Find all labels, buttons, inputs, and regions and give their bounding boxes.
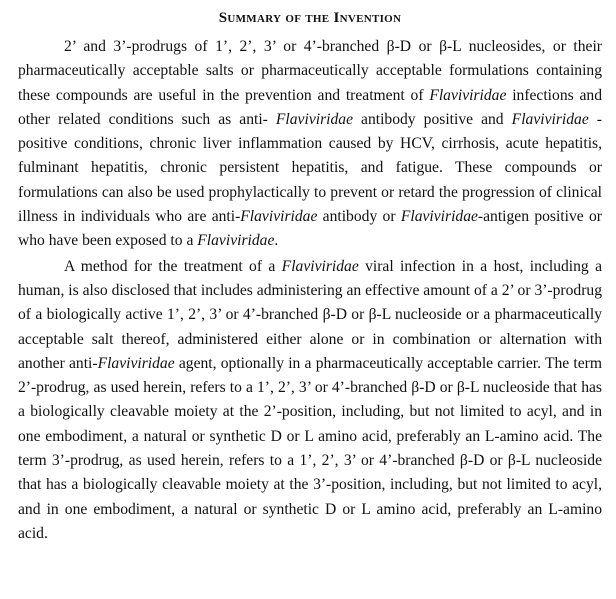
text-run: antibody positive and [352,110,512,128]
text-run: agent, optionally in a pharmaceutically acceptable carrier. The term 2’-prodrug, as used herein, refers to a 1’, 2’, 3’ or 4’-branched β-D or β-L nucleoside that has a biologically cleavable moiety at the 2’-position, including, but not limited to acyl, and in one embodiment, a natural or synthetic D or L amino acid, preferably an L-amino acid. The term 3’-prodrug, as used herein, refers to a 1’, 2’, 3’ or 4’-branched β-D or β-L nucleoside that has a biologically cleavable moiety at the 3’-position, including, but not limited to acyl, and in one embodiment, a natural or synthetic D or L amino acid, preferably an L-amino acid. [18,354,602,542]
text-run: -positive conditions, chronic liver inflammation caused by HCV, cirrhosis, acute hepatitis, fulminant hepatitis, chronic persistent hepatitis, and fatigue. These compounds or formulations can also be used prophylactically to prevent or retard the progression of clinical illness in individuals who are anti- [18,110,602,226]
text-run: . [274,232,279,250]
text-run: A method for the treatment of a [64,257,282,275]
text-run: infections and other related conditions such as anti- [18,86,602,128]
italic-term: Flaviviridae [197,232,275,250]
italic-term: Flaviviridae [429,86,507,104]
italic-term: Flaviviridae [97,354,175,372]
italic-term: Flaviviridae [400,208,478,226]
text-run: -antigen positive or who have been exposed to a [18,208,602,250]
paragraph-1 [18,35,602,254]
section-body [18,35,602,546]
italic-term: Flaviviridae [240,208,318,226]
paragraph-2 [18,255,602,547]
text-run: antibody or [317,208,401,226]
italic-term: Flaviviridae [511,110,589,128]
italic-term: Flaviviridae [275,110,353,128]
text-run: viral infection in a host, including a human, is also disclosed that includes administering an effective amount of a 2’ or 3’-prodrug of a biologically active 1’, 2’, 3’ or 4’-branched β-D or β-L nucleoside or a pharmaceutically acceptable salt thereof, administered either alone or in combination or alternation with another anti- [18,257,602,372]
italic-term: Flaviviridae [281,257,359,275]
text-run: 2’ and 3’-prodrugs of 1’, 2’, 3’ or 4’-branched β-D or β-L nucleosides, or their pharmaceutically acceptable salts or pharmaceutically acceptable formulations containing these compounds are useful in the prevention and treatment of [18,38,602,104]
section-heading: Summary of the Invention [218,10,402,26]
